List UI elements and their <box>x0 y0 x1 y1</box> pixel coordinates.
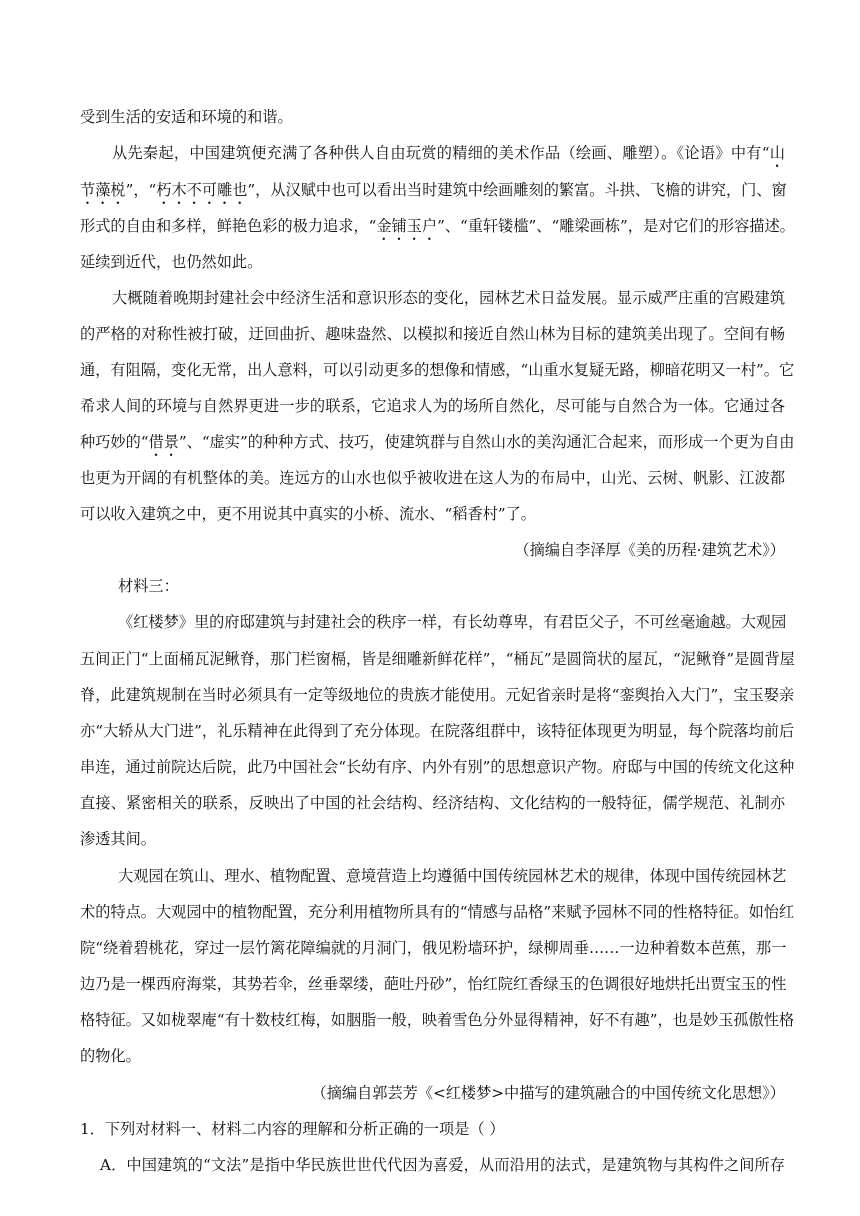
paragraph-line: 院“绕着碧桃花，穿过一层竹篱花障编就的月洞门，俄见粉墙环护，绿柳周垂……一边种着数本芭蕉，那一 <box>80 939 787 957</box>
question-stem: 1．下列对材料一、材料二内容的理解和分析正确的一项是（ ） <box>80 1120 505 1138</box>
paragraph-line: 也更为开阔的有机整体的美。连远方的山水也似乎被收进在这人为的布局中，山光、云树、帆影、江波都 <box>80 469 785 487</box>
paragraph-line: 种巧妙的“借景”、“虚实”的种种方式、技巧，使建筑群与自然山水的美沟通汇合起来，而形成一个更为自由 <box>80 433 795 451</box>
paragraph-line: 延续到近代，也仍然如此。 <box>80 253 263 271</box>
paragraph-line: 五间正门“上面桶瓦泥鳅脊，那门栏窗槅，皆是细雕新鲜花样”，“桶瓦”是圆筒状的屋瓦，“泥鳅脊”是圆背屋 <box>80 650 795 668</box>
paragraph-line: 通，有阻隔，变化无常，出人意料，可以引动更多的想像和情感，“山重水复疑无路，柳暗花明又一村”。它 <box>80 361 795 379</box>
paragraph-line: 大概随着晚期封建社会中经济生活和意识形态的变化，园林艺术日益发展。显示威严庄重的宫殿建筑 <box>112 289 785 307</box>
paragraph-line: 节藻棁”，“朽木不可雕也”，从汉赋中也可以看出当时建筑中绘画雕刻的繁富。斗拱、飞檐的讲究，门、窗 <box>80 181 787 199</box>
paragraph-line: 《红楼梦》里的府邸建筑与封建社会的秩序一样，有长幼尊卑，有君臣父子，不可丝毫逾越。大观园 <box>118 613 787 631</box>
paragraph-line: 希求人间的环境与自然界更进一步的联系，它追求人为的场所自然化，尽可能与自然合为一体。它通过各 <box>80 397 785 415</box>
paragraph-line: 的物化。 <box>80 1047 141 1065</box>
paragraph-line: 直接、紧密相关的联系，反映出了中国的社会结构、经济结构、文化结构的一般特征，儒学规范、礼制亦 <box>80 794 785 812</box>
paragraph-line: 亦“大轿从大门进”，礼乐精神在此得到了充分体现。在院落组群中，该特征体现更为明显，每个院落均前后 <box>80 722 795 740</box>
paragraph-line: 从先秦起，中国建筑便充满了各种供人自由玩赏的精细的美术作品（绘画、雕塑）。《论语》中有“山 <box>112 144 785 162</box>
paragraph-line: 大观园在筑山、理水、植物配置、意境营造上均遵循中国传统园林艺术的规律，体现中国传统园林艺 <box>118 867 787 885</box>
source-citation: （摘编自李泽厚《美的历程·建筑艺术》） <box>514 541 785 559</box>
paragraph-line: 形式的自由和多样，鲜艳色彩的极力追求，“金铺玉户”、“重轩镂槛”、“雕梁画栋”，是对它们的形容描述。 <box>80 217 795 235</box>
paragraph-line: 格特征。又如栊翠庵“有十数枝红梅，如胭脂一般，映着雪色分外显得精神，好不有趣”，也是妙玉孤傲性格 <box>80 1011 795 1029</box>
answer-option-a: A．中国建筑的“文法”是指中华民族世世代代因为喜爱，从而沿用的法式，是建筑物与其构件之间所存 <box>100 1156 785 1174</box>
source-citation: （摘编自郭芸芳《<红楼梦>中描写的建筑融合的中国传统文化思想》） <box>311 1084 785 1102</box>
paragraph-line: 受到生活的安适和环境的和谐。 <box>80 108 293 126</box>
paragraph-line: 脊，此建筑规制在当时必须具有一定等级地位的贵族才能使用。元妃省亲时是将“銮舆抬入大门”，宝玉娶亲 <box>80 686 795 704</box>
section-heading: 材料三： <box>118 577 179 595</box>
paragraph-line: 边乃是一棵西府海棠，其势若伞，丝垂翠缕，葩吐丹砂”，怡红院红香绿玉的色调很好地烘托出贾宝玉的性 <box>80 975 787 993</box>
paragraph-line: 术的特点。大观园中的植物配置，充分利用植物所具有的“情感与品格”来赋予园林不同的性格特征。如怡红 <box>80 903 795 921</box>
paragraph-line: 渗透其间。 <box>80 830 156 848</box>
paragraph-line: 的严格的对称性被打破，迂回曲折、趣味盎然、以模拟和接近自然山林为目标的建筑美出现了。空间有畅 <box>80 325 785 343</box>
paragraph-line: 串连，通过前院达后院，此乃中国社会“长幼有序、内外有别”的思想意识产物。府邸与中国的传统文化这种 <box>80 758 795 776</box>
paragraph-line: 可以收入建筑之中，更不用说其中真实的小桥、流水、“稻香村”了。 <box>80 505 536 523</box>
